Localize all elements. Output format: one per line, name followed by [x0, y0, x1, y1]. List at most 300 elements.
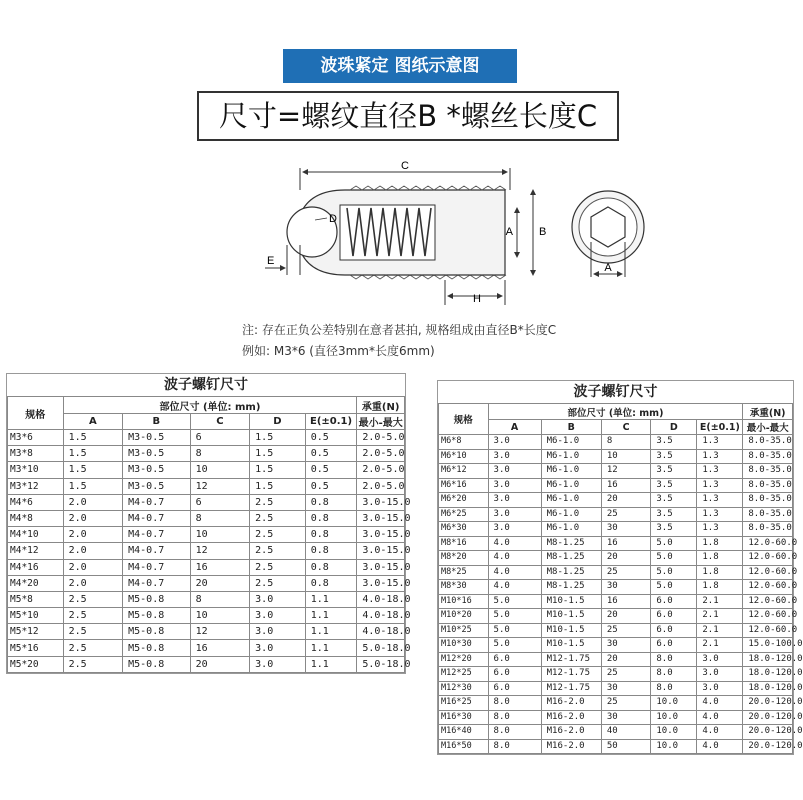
table-row [8, 591, 405, 607]
cell-c: 10 [190, 462, 250, 478]
cell-e: 0.8 [305, 510, 357, 526]
cell-a: 6.0 [488, 667, 541, 682]
cell-load: 8.0-35.0 [743, 522, 793, 537]
cell-b: M12-1.75 [541, 667, 601, 682]
cell-load: 3.0-15.0 [357, 510, 405, 526]
cell-a: 1.5 [63, 462, 123, 478]
cell-c: 25 [601, 696, 651, 711]
cell-e: 0.8 [305, 494, 357, 510]
cell-b: M5-0.8 [123, 640, 190, 656]
cell-a: 5.0 [488, 623, 541, 638]
cell-load: 20.0-120.0 [743, 725, 793, 740]
cell-spec: M3*6 [8, 430, 64, 446]
cell-e: 4.0 [697, 710, 743, 725]
size-table-1 [6, 373, 411, 674]
header-minmax: 最小-最大 [357, 414, 405, 430]
cell-a: 2.0 [63, 543, 123, 559]
cell-b: M6-1.0 [541, 493, 601, 508]
cell-spec: M6*10 [439, 449, 489, 464]
cell-load: 20.0-120.0 [743, 710, 793, 725]
cell-d: 10.0 [651, 710, 697, 725]
cell-b: M16-2.0 [541, 725, 601, 740]
cell-c: 16 [190, 640, 250, 656]
cell-c: 30 [601, 522, 651, 537]
cell-c: 16 [601, 478, 651, 493]
cell-b: M16-2.0 [541, 710, 601, 725]
cell-load: 12.0-60.0 [743, 565, 793, 580]
cell-e: 0.8 [305, 575, 357, 591]
cell-d: 3.5 [651, 478, 697, 493]
cell-e: 1.3 [697, 507, 743, 522]
cell-load: 2.0-5.0 [357, 430, 405, 446]
cell-a: 6.0 [488, 681, 541, 696]
cell-e: 1.3 [697, 449, 743, 464]
cell-b: M4-0.7 [123, 494, 190, 510]
cell-load: 8.0-35.0 [743, 493, 793, 508]
dim-h-label: H [473, 293, 481, 305]
cell-d: 1.5 [250, 446, 306, 462]
table-row [8, 462, 405, 478]
cell-d: 2.5 [250, 559, 306, 575]
cell-spec: M16*30 [439, 710, 489, 725]
cell-spec: M3*10 [8, 462, 64, 478]
cell-c: 30 [601, 681, 651, 696]
cell-b: M3-0.5 [123, 462, 190, 478]
cell-e: 1.1 [305, 591, 357, 607]
cell-d: 6.0 [651, 623, 697, 638]
cell-spec: M6*12 [439, 464, 489, 479]
cell-e: 4.0 [697, 739, 743, 754]
cell-d: 5.0 [651, 565, 697, 580]
ball-plunger-drawing [255, 150, 555, 310]
header-a: A [63, 414, 123, 430]
cell-c: 8 [190, 591, 250, 607]
cell-load: 3.0-15.0 [357, 559, 405, 575]
table-row [439, 536, 793, 551]
note-line-2: 例如: M3*6 (直径3mm*长度6mm) [242, 344, 435, 358]
cell-e: 0.5 [305, 430, 357, 446]
table-row [439, 464, 793, 479]
cell-e: 0.8 [305, 543, 357, 559]
title-banner: 波珠紧定 图纸示意图 [283, 49, 517, 83]
cell-a: 3.0 [488, 478, 541, 493]
cell-spec: M4*20 [8, 575, 64, 591]
header-dims: 部位尺寸 (单位: mm) [63, 397, 357, 414]
cell-load: 8.0-35.0 [743, 449, 793, 464]
cell-a: 3.0 [488, 435, 541, 450]
cell-spec: M8*20 [439, 551, 489, 566]
cell-d: 3.0 [250, 591, 306, 607]
dim-b-label: B [539, 226, 547, 238]
table-row [439, 493, 793, 508]
cell-load: 2.0-5.0 [357, 478, 405, 494]
cell-d: 8.0 [651, 652, 697, 667]
table-row [8, 624, 405, 640]
cell-b: M10-1.5 [541, 594, 601, 609]
cell-load: 12.0-60.0 [743, 594, 793, 609]
cell-b: M4-0.7 [123, 510, 190, 526]
cell-load: 3.0-15.0 [357, 575, 405, 591]
table-row [8, 510, 405, 526]
cell-b: M3-0.5 [123, 446, 190, 462]
cell-load: 18.0-120.0 [743, 681, 793, 696]
cell-c: 10 [190, 608, 250, 624]
cell-d: 1.5 [250, 462, 306, 478]
cell-spec: M6*20 [439, 493, 489, 508]
cell-d: 3.5 [651, 449, 697, 464]
cell-a: 2.5 [63, 624, 123, 640]
cell-a: 3.0 [488, 507, 541, 522]
cell-a: 2.0 [63, 559, 123, 575]
cell-b: M10-1.5 [541, 623, 601, 638]
cell-b: M4-0.7 [123, 575, 190, 591]
header-dims: 部位尺寸 (单位: mm) [488, 404, 743, 420]
cell-e: 3.0 [697, 667, 743, 682]
header-b: B [541, 420, 601, 435]
cell-d: 3.0 [250, 656, 306, 672]
cell-spec: M4*10 [8, 527, 64, 543]
table-row [439, 710, 793, 725]
cell-c: 6 [190, 430, 250, 446]
cell-d: 3.5 [651, 493, 697, 508]
cell-spec: M16*25 [439, 696, 489, 711]
cell-spec: M10*30 [439, 638, 489, 653]
cell-a: 1.5 [63, 446, 123, 462]
cell-c: 40 [601, 725, 651, 740]
cell-c: 25 [601, 507, 651, 522]
cell-b: M12-1.75 [541, 652, 601, 667]
dim-d-label: D [329, 213, 337, 225]
table-row [8, 575, 405, 591]
cell-c: 12 [190, 478, 250, 494]
cell-e: 0.5 [305, 478, 357, 494]
cell-a: 2.0 [63, 527, 123, 543]
cell-load: 3.0-15.0 [357, 543, 405, 559]
dim-a-label: A [505, 226, 513, 238]
cell-e: 1.3 [697, 435, 743, 450]
cell-d: 2.5 [250, 510, 306, 526]
cell-e: 2.1 [697, 609, 743, 624]
table-row [8, 478, 405, 494]
cell-e: 1.1 [305, 656, 357, 672]
cell-c: 20 [601, 652, 651, 667]
table-row [439, 507, 793, 522]
table-row [8, 446, 405, 462]
cell-c: 20 [601, 493, 651, 508]
cell-e: 1.8 [697, 551, 743, 566]
cell-spec: M5*12 [8, 624, 64, 640]
header-e: E(±0.1) [305, 414, 357, 430]
header-b: B [123, 414, 190, 430]
header-load: 承重(N) [743, 404, 793, 420]
cell-spec: M10*20 [439, 609, 489, 624]
cell-b: M10-1.5 [541, 609, 601, 624]
cell-d: 2.5 [250, 527, 306, 543]
cell-d: 2.5 [250, 575, 306, 591]
table-row [439, 638, 793, 653]
cell-e: 1.3 [697, 464, 743, 479]
cell-spec: M4*16 [8, 559, 64, 575]
cell-a: 4.0 [488, 580, 541, 595]
cell-b: M8-1.25 [541, 551, 601, 566]
table-row [8, 559, 405, 575]
cell-spec: M5*20 [8, 656, 64, 672]
cell-a: 8.0 [488, 696, 541, 711]
cell-load: 4.0-18.0 [357, 624, 405, 640]
header-spec: 规格 [8, 397, 64, 430]
cell-d: 5.0 [651, 580, 697, 595]
cell-load: 20.0-120.0 [743, 739, 793, 754]
cell-c: 20 [601, 609, 651, 624]
cell-c: 16 [601, 536, 651, 551]
table-1-title: 波子螺钉尺寸 [164, 377, 248, 393]
cell-b: M3-0.5 [123, 478, 190, 494]
cell-spec: M12*30 [439, 681, 489, 696]
cell-c: 12 [190, 624, 250, 640]
cell-load: 12.0-60.0 [743, 536, 793, 551]
cell-c: 25 [601, 623, 651, 638]
cell-spec: M4*12 [8, 543, 64, 559]
cell-a: 2.5 [63, 640, 123, 656]
cell-c: 8 [190, 446, 250, 462]
cell-d: 1.5 [250, 478, 306, 494]
cell-a: 3.0 [488, 449, 541, 464]
cell-load: 12.0-60.0 [743, 551, 793, 566]
cell-c: 25 [601, 667, 651, 682]
header-c: C [601, 420, 651, 435]
cell-a: 5.0 [488, 609, 541, 624]
table-row [439, 522, 793, 537]
table-row [439, 594, 793, 609]
cell-b: M5-0.8 [123, 624, 190, 640]
table-row [439, 435, 793, 450]
cell-d: 10.0 [651, 725, 697, 740]
cell-load: 12.0-60.0 [743, 580, 793, 595]
cell-b: M6-1.0 [541, 478, 601, 493]
cell-c: 30 [601, 710, 651, 725]
cell-a: 2.5 [63, 656, 123, 672]
cell-b: M16-2.0 [541, 739, 601, 754]
cell-c: 8 [601, 435, 651, 450]
cell-d: 6.0 [651, 609, 697, 624]
cell-e: 1.8 [697, 565, 743, 580]
cell-a: 2.0 [63, 494, 123, 510]
note-line-1: 注: 存在正负公差特别在意者甚拍, 规格组成由直径B*长度C [242, 323, 557, 337]
cell-spec: M4*8 [8, 510, 64, 526]
cell-e: 0.8 [305, 527, 357, 543]
table-row [8, 430, 405, 446]
cell-a: 6.0 [488, 652, 541, 667]
cell-load: 15.0-100.0 [743, 638, 793, 653]
cell-b: M5-0.8 [123, 591, 190, 607]
cell-load: 12.0-60.0 [743, 609, 793, 624]
cell-spec: M3*12 [8, 478, 64, 494]
cell-b: M3-0.5 [123, 430, 190, 446]
cell-d: 3.5 [651, 522, 697, 537]
table-row [439, 623, 793, 638]
size-formula: 尺寸=螺纹直径B *螺丝长度C [197, 91, 619, 141]
cell-spec: M5*16 [8, 640, 64, 656]
cell-load: 3.0-15.0 [357, 527, 405, 543]
cell-spec: M12*20 [439, 652, 489, 667]
cell-load: 3.0-15.0 [357, 494, 405, 510]
table-row [439, 681, 793, 696]
cell-d: 3.0 [250, 624, 306, 640]
table-row [8, 543, 405, 559]
cell-e: 2.1 [697, 594, 743, 609]
cell-e: 4.0 [697, 696, 743, 711]
cell-b: M4-0.7 [123, 559, 190, 575]
table-row [8, 608, 405, 624]
cell-spec: M10*16 [439, 594, 489, 609]
cell-spec: M8*25 [439, 565, 489, 580]
cell-a: 5.0 [488, 638, 541, 653]
cell-b: M8-1.25 [541, 536, 601, 551]
cell-spec: M6*16 [439, 478, 489, 493]
header-minmax: 最小-最大 [743, 420, 793, 435]
cell-b: M5-0.8 [123, 656, 190, 672]
cell-c: 20 [190, 656, 250, 672]
cell-c: 10 [190, 527, 250, 543]
cell-a: 2.0 [63, 510, 123, 526]
cell-d: 3.0 [250, 640, 306, 656]
cell-b: M16-2.0 [541, 696, 601, 711]
cell-e: 1.1 [305, 608, 357, 624]
table-row [439, 696, 793, 711]
cell-b: M8-1.25 [541, 580, 601, 595]
end-view-drawing [568, 182, 648, 282]
cell-d: 1.5 [250, 430, 306, 446]
cell-spec: M6*8 [439, 435, 489, 450]
cell-e: 0.5 [305, 462, 357, 478]
cell-e: 4.0 [697, 725, 743, 740]
cell-a: 2.5 [63, 591, 123, 607]
cell-d: 5.0 [651, 551, 697, 566]
cell-c: 8 [190, 510, 250, 526]
cell-load: 2.0-5.0 [357, 446, 405, 462]
cell-load: 20.0-120.0 [743, 696, 793, 711]
cell-a: 5.0 [488, 594, 541, 609]
cell-a: 1.5 [63, 430, 123, 446]
cell-d: 2.5 [250, 494, 306, 510]
cell-load: 8.0-35.0 [743, 464, 793, 479]
table-row [8, 494, 405, 510]
cell-d: 3.5 [651, 435, 697, 450]
cell-d: 8.0 [651, 681, 697, 696]
cell-d: 3.0 [250, 608, 306, 624]
header-c: C [190, 414, 250, 430]
cell-d: 10.0 [651, 739, 697, 754]
cell-e: 0.8 [305, 559, 357, 575]
cell-e: 1.1 [305, 624, 357, 640]
table-1-body [8, 430, 411, 673]
cell-e: 1.8 [697, 580, 743, 595]
cell-load: 18.0-120.0 [743, 667, 793, 682]
cell-c: 6 [190, 494, 250, 510]
cell-d: 2.5 [250, 543, 306, 559]
cell-b: M4-0.7 [123, 527, 190, 543]
cell-b: M6-1.0 [541, 464, 601, 479]
cell-c: 25 [601, 565, 651, 580]
cell-c: 50 [601, 739, 651, 754]
table-row [8, 527, 405, 543]
cell-d: 3.5 [651, 507, 697, 522]
cell-a: 3.0 [488, 522, 541, 537]
cell-c: 10 [601, 449, 651, 464]
cell-load: 8.0-35.0 [743, 507, 793, 522]
table-row [8, 656, 405, 672]
cell-e: 0.5 [305, 446, 357, 462]
cell-c: 16 [601, 594, 651, 609]
header-e: E(±0.1) [697, 420, 743, 435]
cell-e: 2.1 [697, 638, 743, 653]
cell-b: M6-1.0 [541, 449, 601, 464]
cell-d: 3.5 [651, 464, 697, 479]
table-row [439, 449, 793, 464]
cell-d: 5.0 [651, 536, 697, 551]
cell-a: 1.5 [63, 478, 123, 494]
cell-load: 18.0-120.0 [743, 652, 793, 667]
cell-d: 8.0 [651, 667, 697, 682]
cell-e: 1.3 [697, 493, 743, 508]
cell-e: 1.3 [697, 522, 743, 537]
cell-c: 30 [601, 638, 651, 653]
table-2-title: 波子螺钉尺寸 [573, 384, 658, 400]
cell-load: 8.0-35.0 [743, 478, 793, 493]
cell-a: 8.0 [488, 725, 541, 740]
header-a: A [488, 420, 541, 435]
table-2-body [439, 435, 803, 754]
table-row [439, 667, 793, 682]
cell-spec: M5*10 [8, 608, 64, 624]
cell-a: 8.0 [488, 739, 541, 754]
cell-spec: M10*25 [439, 623, 489, 638]
cell-e: 1.8 [697, 536, 743, 551]
cell-b: M10-1.5 [541, 638, 601, 653]
cell-c: 20 [601, 551, 651, 566]
table-row [439, 652, 793, 667]
cell-spec: M8*30 [439, 580, 489, 595]
cell-load: 2.0-5.0 [357, 462, 405, 478]
cell-e: 2.1 [697, 623, 743, 638]
size-table-2 [437, 380, 803, 755]
cell-spec: M8*16 [439, 536, 489, 551]
cell-a: 4.0 [488, 565, 541, 580]
cell-load: 4.0-18.0 [357, 608, 405, 624]
header-spec: 规格 [439, 404, 489, 435]
cell-d: 6.0 [651, 594, 697, 609]
cell-c: 16 [190, 559, 250, 575]
header-load: 承重(N) [357, 397, 405, 414]
cell-a: 4.0 [488, 536, 541, 551]
cell-load: 12.0-60.0 [743, 623, 793, 638]
dim-e-label: E [267, 255, 275, 267]
cell-a: 3.0 [488, 464, 541, 479]
cell-spec: M3*8 [8, 446, 64, 462]
cell-b: M12-1.75 [541, 681, 601, 696]
table-row [439, 478, 793, 493]
cell-b: M6-1.0 [541, 435, 601, 450]
table-row [439, 739, 793, 754]
cell-c: 12 [190, 543, 250, 559]
cell-a: 4.0 [488, 551, 541, 566]
cell-e: 3.0 [697, 681, 743, 696]
cell-c: 20 [190, 575, 250, 591]
cell-load: 4.0-18.0 [357, 591, 405, 607]
cell-load: 8.0-35.0 [743, 435, 793, 450]
table-row [439, 609, 793, 624]
cell-d: 6.0 [651, 638, 697, 653]
